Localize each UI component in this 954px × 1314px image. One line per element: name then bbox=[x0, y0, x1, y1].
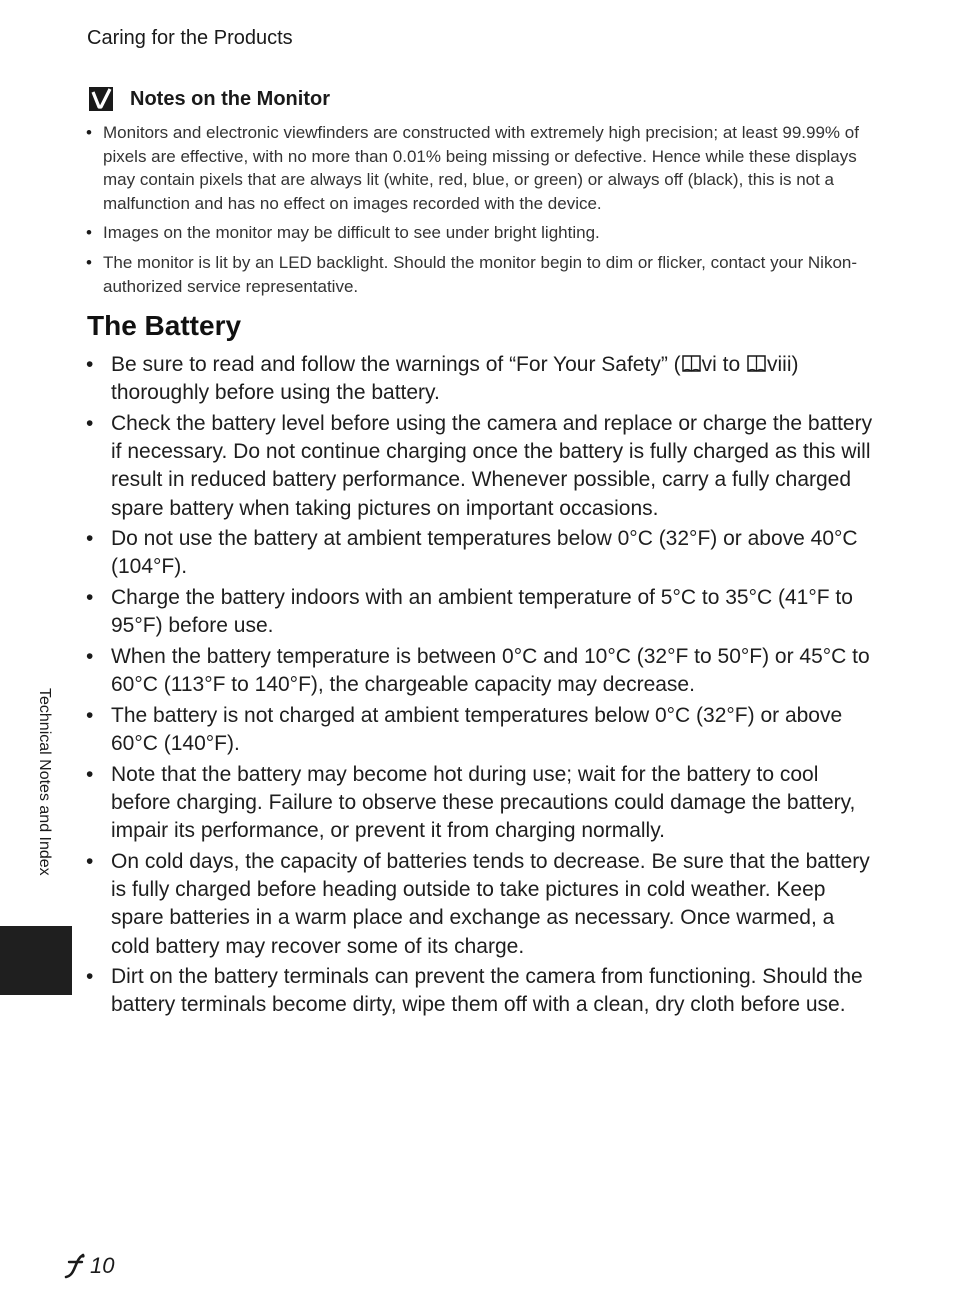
running-header: Caring for the Products bbox=[87, 27, 293, 49]
item-text: to bbox=[716, 353, 746, 376]
page-number bbox=[62, 1251, 114, 1281]
book-reference-icon bbox=[747, 355, 766, 373]
book-reference-icon bbox=[682, 355, 701, 373]
side-section-label: Technical Notes and Index bbox=[36, 688, 53, 876]
list-item: • Check the battery level before using the camera and replace or charge the battery if necessary. Do not continue charging once the battery is fully charged as this will result in reduced battery performance. Whenever possible, carry a fully charged spare battery when taking pictures on important occasions. bbox=[86, 410, 876, 523]
item-text: ) thoroughly before using the battery. bbox=[111, 353, 799, 405]
monitor-notes-list bbox=[86, 121, 876, 304]
list-item: • Dirt on the battery terminals can prevent the camera from functioning. Should the battery terminals become dirty, wipe them off with a clean, dry cloth before use. bbox=[86, 963, 876, 1019]
list-item: • Images on the monitor may be difficult to see under bright lighting. bbox=[86, 221, 876, 245]
list-item: • When the battery temperature is between 0°C and 10°C (32°F to 50°F) or 45°C to 60°C (113°F to 140°F), the chargeable capacity may decrease. bbox=[86, 643, 876, 699]
technical-notes-icon bbox=[62, 1252, 90, 1280]
list-item: • On cold days, the capacity of batteries tends to decrease. Be sure that the battery is fully charged before heading outside to take pictures in cold weather. Keep spare batteries in a warm place and exchange as necessary. Once warmed, a cold battery may recover some of its charge. bbox=[86, 848, 876, 961]
list-item: • Note that the battery may become hot during use; wait for the battery to cool before charging. Failure to observe these precautions could damage the battery, impair its performance, or prevent it from charging normally. bbox=[86, 761, 876, 846]
list-item: • Monitors and electronic viewfinders are constructed with extremely high precision; at least 99.99% of pixels are effective, with no more than 0.01% being missing or defective. Hence while these displays may contain pixels that are always lit (white, red, blue, or green) or always off (black), this is not a malfunction and has no effect on images recorded with the device. bbox=[86, 121, 876, 215]
section-title: The Battery bbox=[87, 310, 242, 341]
check-mark-icon bbox=[88, 86, 114, 112]
page-reference[interactable]: viii bbox=[767, 353, 792, 376]
note-title: Notes on the Monitor bbox=[130, 87, 330, 110]
page-number-text: 10 bbox=[90, 1253, 115, 1278]
side-section-tab bbox=[0, 926, 72, 995]
page-reference[interactable]: vi bbox=[701, 353, 717, 376]
list-item: • The battery is not charged at ambient temperatures below 0°C (32°F) or above 60°C (140°F). bbox=[86, 702, 876, 758]
item-text: Be sure to read and follow the warnings of “For Your Safety” ( bbox=[111, 353, 681, 376]
list-item: • The monitor is lit by an LED backlight. Should the monitor begin to dim or flicker, contact your Nikon-authorized service representative. bbox=[86, 251, 876, 298]
list-item: • Charge the battery indoors with an ambient temperature of 5°C to 35°C (41°F to 95°F) before use. bbox=[86, 584, 876, 640]
list-item bbox=[86, 351, 876, 407]
note-heading bbox=[88, 84, 330, 114]
battery-notes-list bbox=[86, 351, 876, 1022]
list-item: • Do not use the battery at ambient temperatures below 0°C (32°F) or above 40°C (104°F). bbox=[86, 525, 876, 581]
